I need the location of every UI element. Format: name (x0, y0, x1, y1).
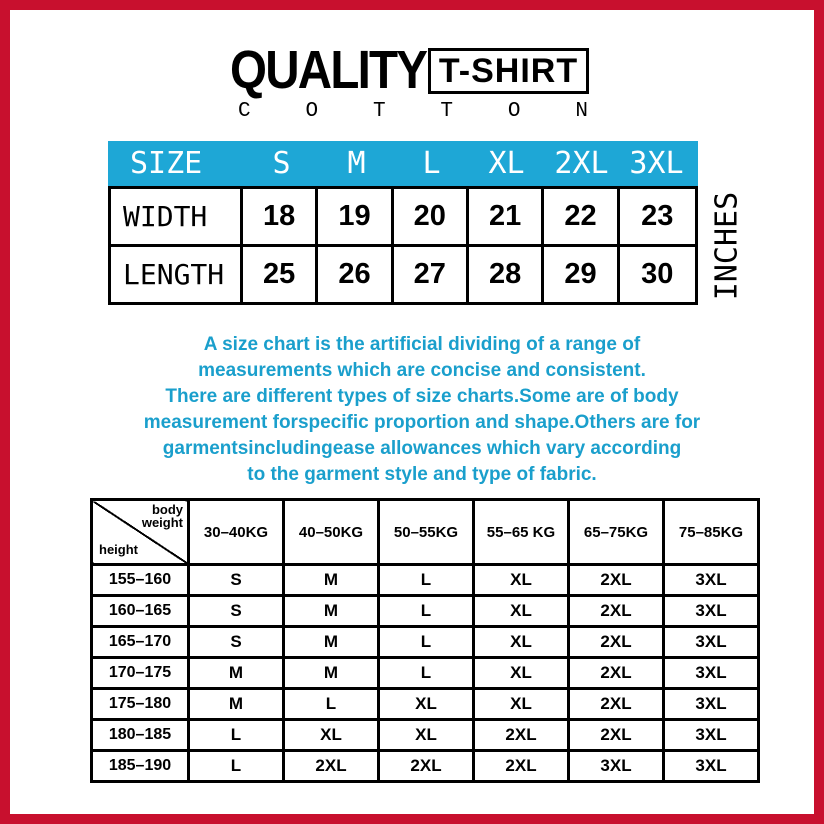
table-cell: 28 (469, 247, 544, 302)
corner-height-label: height (99, 542, 138, 557)
table-cell: 3XL (664, 596, 759, 627)
table-cell: L (189, 720, 284, 751)
table-cell: 2XL (569, 627, 664, 658)
table-cell: 3XL (569, 751, 664, 782)
table-cell: M (189, 689, 284, 720)
table-row (92, 565, 759, 596)
table-cell: 20 (394, 189, 469, 244)
height-row-label: 160–165 (92, 596, 189, 627)
table-row (92, 627, 759, 658)
unit-label-inches (707, 188, 747, 304)
table-cell: 2XL (569, 596, 664, 627)
table-row (92, 720, 759, 751)
table-cell: M (284, 596, 379, 627)
table-cell: 2XL (284, 751, 379, 782)
table-cell: L (379, 596, 474, 627)
size-header-cell: S (272, 146, 291, 181)
table-cell: L (379, 565, 474, 596)
corner-weight-label (142, 503, 183, 529)
weight-column-header: 65–75KG (569, 500, 664, 565)
row-label: LENGTH (111, 247, 243, 302)
table-cell: S (189, 627, 284, 658)
table-cell: XL (284, 720, 379, 751)
height-row-label: 180–185 (92, 720, 189, 751)
table-cell: S (189, 565, 284, 596)
weight-column-header: 55–65 KG (474, 500, 569, 565)
table-cell: XL (474, 658, 569, 689)
row-label: WIDTH (111, 189, 243, 244)
table-row (92, 689, 759, 720)
table-cell: M (284, 565, 379, 596)
table-cell: M (284, 658, 379, 689)
table-cell: 25 (243, 247, 318, 302)
size-header-cell: M (347, 146, 366, 181)
table-cell: XL (474, 565, 569, 596)
brand-tshirt-box: T-SHIRT (428, 48, 589, 94)
table-cell: 18 (243, 189, 318, 244)
table-cell: L (284, 689, 379, 720)
table-cell: 2XL (474, 751, 569, 782)
description-line: There are different types of size charts.Some are of body (165, 386, 679, 407)
table-cell: 3XL (664, 689, 759, 720)
table-cell: 3XL (664, 658, 759, 689)
size-table-body (108, 186, 698, 305)
weight-column-header: 50–55KG (379, 500, 474, 565)
description-line: garmentsincludingease allowances which vary according (162, 438, 682, 459)
cotton-letter: O (507, 100, 521, 123)
size-chart-description (80, 332, 764, 488)
table-row (92, 658, 759, 689)
table-cell: 2XL (569, 720, 664, 751)
cotton-letter: O (305, 100, 319, 123)
table-cell: 27 (394, 247, 469, 302)
brand-quality-heading: QUALITY (230, 40, 427, 100)
table-cell: L (379, 658, 474, 689)
width-row (111, 186, 695, 244)
cotton-letter: N (575, 100, 588, 123)
size-header-label: SIZE (130, 146, 203, 181)
table-cell: 2XL (569, 658, 664, 689)
cotton-letter: T (372, 100, 386, 123)
table-cell: 29 (544, 247, 619, 302)
table-cell: M (284, 627, 379, 658)
description-line: A size chart is the artificial dividing of a range of (203, 334, 641, 355)
table-cell: S (189, 596, 284, 627)
table-cell: 23 (641, 200, 674, 232)
table-row (92, 751, 759, 782)
size-header-cell: 3XL (629, 146, 684, 181)
weight-column-header: 75–85KG (664, 500, 759, 565)
height-row-label: 175–180 (92, 689, 189, 720)
weight-column-header: 40–50KG (284, 500, 379, 565)
height-row-label: 165–170 (92, 627, 189, 658)
hw-corner-cell (92, 500, 189, 565)
height-row-label: 170–175 (92, 658, 189, 689)
table-cell: XL (474, 627, 569, 658)
size-header-cell: L (422, 146, 441, 181)
table-cell: 3XL (664, 720, 759, 751)
table-cell: XL (379, 689, 474, 720)
table-cell: 2XL (569, 565, 664, 596)
cotton-letter: T (440, 100, 454, 123)
table-row (92, 596, 759, 627)
brand-cotton-subtitle (238, 100, 588, 124)
table-cell: 2XL (474, 720, 569, 751)
description-line: measurements which are concise and consistent. (198, 360, 646, 381)
table-cell: 30 (641, 258, 674, 290)
table-cell: 3XL (664, 627, 759, 658)
cotton-letter: C (238, 100, 251, 123)
table-cell: XL (474, 596, 569, 627)
table-cell: 21 (469, 189, 544, 244)
size-header-cell: 2XL (554, 146, 609, 181)
table-cell: 3XL (664, 565, 759, 596)
table-cell: 22 (544, 189, 619, 244)
hw-header-row (92, 500, 759, 565)
corner-weight-line: body (151, 502, 183, 517)
table-cell: 3XL (664, 751, 759, 782)
unit-label-text: INCHES (709, 191, 745, 301)
table-cell: 2XL (569, 689, 664, 720)
corner-weight-line: weight (141, 515, 183, 530)
table-cell: L (189, 751, 284, 782)
table-cell: XL (474, 689, 569, 720)
weight-column-header: 30–40KG (189, 500, 284, 565)
table-cell: M (189, 658, 284, 689)
table-cell: 2XL (379, 751, 474, 782)
description-line: measurement forspecific proportion and shape.Others are for (143, 412, 701, 433)
height-weight-table (90, 498, 760, 783)
length-row (111, 244, 695, 302)
description-line: to the garment style and type of fabric. (247, 464, 597, 485)
table-cell: 19 (318, 189, 393, 244)
garment-size-table (108, 141, 698, 305)
size-header-cell: XL (488, 146, 525, 181)
table-cell: L (379, 627, 474, 658)
table-cell: 26 (318, 247, 393, 302)
height-row-label: 185–190 (92, 751, 189, 782)
size-header-row (108, 141, 698, 186)
height-row-label: 155–160 (92, 565, 189, 596)
table-cell: XL (379, 720, 474, 751)
hw-table-body (92, 565, 759, 782)
